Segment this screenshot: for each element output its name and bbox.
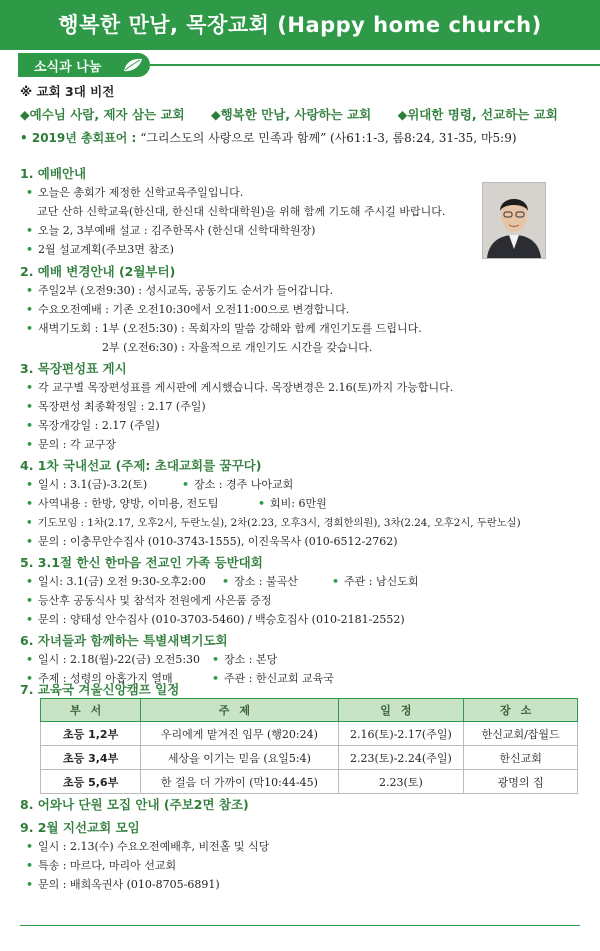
list-item: • 기도모임 : 1차(2.17, 오후2시, 두란노실), 2차(2.23, 오후3시, 경희한의원), 3차(2.24, 오후2시, 두란노실) <box>26 517 521 529</box>
column-header: 부서 <box>41 699 141 722</box>
section-tab-label: 소식과 나눔 <box>34 60 102 75</box>
motto <box>20 129 517 146</box>
list-item: • 일시 : 3.1(금)-3.2(토) <box>26 478 148 491</box>
list-item: • 문의 : 각 교구장 <box>26 438 116 451</box>
vision-item: ◆위대한 명령, 선교하는 교회 <box>397 107 558 122</box>
table-cell: 2.23(토)-2.24(주일) <box>338 746 464 770</box>
table-cell: 한 걸음 더 가까이 (막10:44-45) <box>141 770 338 794</box>
list-item: • 목장편성 최종확정일 : 2.17 (주일) <box>26 400 206 413</box>
list-item: • 주관 : 한신교회 교육국 <box>212 672 334 685</box>
list-item: • 새벽기도회 : 1부 (오전5:30) : 목회자의 말씀 강해와 함께 개인기도를 드립니다. <box>26 322 422 335</box>
list-item: • 장소 : 불곡산 <box>222 575 298 588</box>
list-item: • 주관 : 남신도회 <box>332 575 419 588</box>
section-bar-line <box>150 64 600 66</box>
bottom-divider <box>20 925 580 926</box>
section-title: 8. 어와나 단원 모집 안내 (주보2면 참조) <box>20 797 249 812</box>
vision-list <box>20 105 580 123</box>
section-title: 7. 교육국 겨울신앙캠프 일정 <box>20 682 180 697</box>
column-header: 장소 <box>464 699 578 722</box>
table-cell: 2.23(토) <box>338 770 464 794</box>
column-header: 일정 <box>338 699 464 722</box>
vision-item: ◆예수님 사람, 제자 삼는 교회 <box>20 107 185 122</box>
section-title: 9. 2월 지선교회 모임 <box>20 820 140 835</box>
table-cell: 초등 1,2부 <box>41 722 141 746</box>
list-item: • 각 교구별 목장편성표를 게시판에 게시했습니다. 목장변경은 2.16(토)까지 가능합니다. <box>26 381 454 394</box>
section-title: 6. 자녀들과 함께하는 특별새벽기도회 <box>20 633 228 648</box>
section-title: 1. 예배안내 <box>20 166 87 181</box>
list-item: • 수요오전예배 : 기존 오전10:30에서 오전11:00으로 변경합니다. <box>26 303 350 316</box>
table-cell: 세상을 이기는 믿음 (요일5:4) <box>141 746 338 770</box>
person-icon <box>483 183 545 258</box>
table-cell: 초등 5,6부 <box>41 770 141 794</box>
vision-item: ◆행복한 만남, 사랑하는 교회 <box>210 107 372 122</box>
list-item: • 오늘 2, 3부예배 설교 : 김주한목사 (한신대 신학대학원장) <box>26 224 316 237</box>
section-title: 3. 목장편성표 게시 <box>20 361 127 376</box>
table-row <box>41 770 578 794</box>
list-item: • 일시: 3.1(금) 오전 9:30-오후2:00 <box>26 575 206 588</box>
section-title: 2. 예배 변경안내 (2월부터) <box>20 264 176 279</box>
motto-label: • 2019년 총회표어 : <box>20 131 137 145</box>
list-item: • 2월 설교계획(주보3면 참조) <box>26 243 174 256</box>
list-item: • 목장개강일 : 2.17 (주일) <box>26 419 160 432</box>
list-item: • 장소 : 본당 <box>212 653 278 666</box>
vision-heading: ※ 교회 3대 비전 <box>20 84 115 99</box>
list-item: • 일시 : 2.13(수) 수요오전예배후, 비전홀 및 식당 <box>26 840 270 853</box>
list-item: • 문의 : 양태성 안수집사 (010-3703-5460) / 백승호집사 (010-2181-2552) <box>26 613 405 626</box>
table-cell: 한신교회/잡월드 <box>464 722 578 746</box>
table-row <box>41 746 578 770</box>
table-cell: 광명의 집 <box>464 770 578 794</box>
camp-schedule-table <box>40 698 578 794</box>
list-item: 2부 (오전6:30) : 자율적으로 개인기도 시간을 갖습니다. <box>102 341 373 354</box>
list-item: • 주일2부 (오전9:30) : 성시교독, 공동기도 순서가 들어갑니다. <box>26 284 334 297</box>
column-header: 주제 <box>141 699 338 722</box>
section-title: 5. 3.1절 한신 한마음 전교인 가족 등반대회 <box>20 555 263 570</box>
leaf-icon <box>122 57 144 73</box>
table-cell: 2.16(토)-2.17(주일) <box>338 722 464 746</box>
list-item: • 등산후 공동식사 및 참석자 전원에게 사은품 증정 <box>26 594 272 607</box>
table-cell: 한신교회 <box>464 746 578 770</box>
list-item: • 회비: 6만원 <box>258 497 327 510</box>
speaker-photo <box>482 182 546 259</box>
section-title: 4. 1차 국내선교 (주제: 초대교회를 꿈꾸다) <box>20 458 262 473</box>
motto-text: “그리스도의 사랑으로 민족과 함께” (사61:1-3, 롬8:24, 31-35, 마5:9) <box>140 131 517 145</box>
list-item: • 주제 : 성령의 아홉가지 열매 <box>26 672 173 685</box>
list-item: • 일시 : 2.18(월)-22(금) 오전5:30 <box>26 653 201 666</box>
list-item: • 장소 : 경주 나아교회 <box>182 478 294 491</box>
list-item: • 문의 : 이충무안수집사 (010-3743-1555), 이진욱목사 (010-6512-2762) <box>26 535 398 548</box>
header-banner <box>0 0 600 50</box>
page-title: 행복한 만남, 목장교회 (Happy home church) <box>58 13 542 37</box>
table-row <box>41 722 578 746</box>
list-item: • 사역내용 : 한방, 양방, 이미용, 전도팀 <box>26 497 219 510</box>
list-item: • 문의 : 배희옥권사 (010-8705-6891) <box>26 878 220 891</box>
table-header-row <box>41 699 578 722</box>
list-item: • 오늘은 총회가 제정한 신학교육주일입니다. <box>26 186 244 199</box>
table-cell: 우리에게 맡겨진 임무 (행20:24) <box>141 722 338 746</box>
list-item: • 특송 : 마르다, 마리아 선교회 <box>26 859 177 872</box>
table-cell: 초등 3,4부 <box>41 746 141 770</box>
section-bar <box>0 53 600 77</box>
list-item: 교단 산하 신학교육(한신대, 한신대 신학대학원)을 위해 함께 기도해 주시길 바랍니다. <box>37 205 446 218</box>
